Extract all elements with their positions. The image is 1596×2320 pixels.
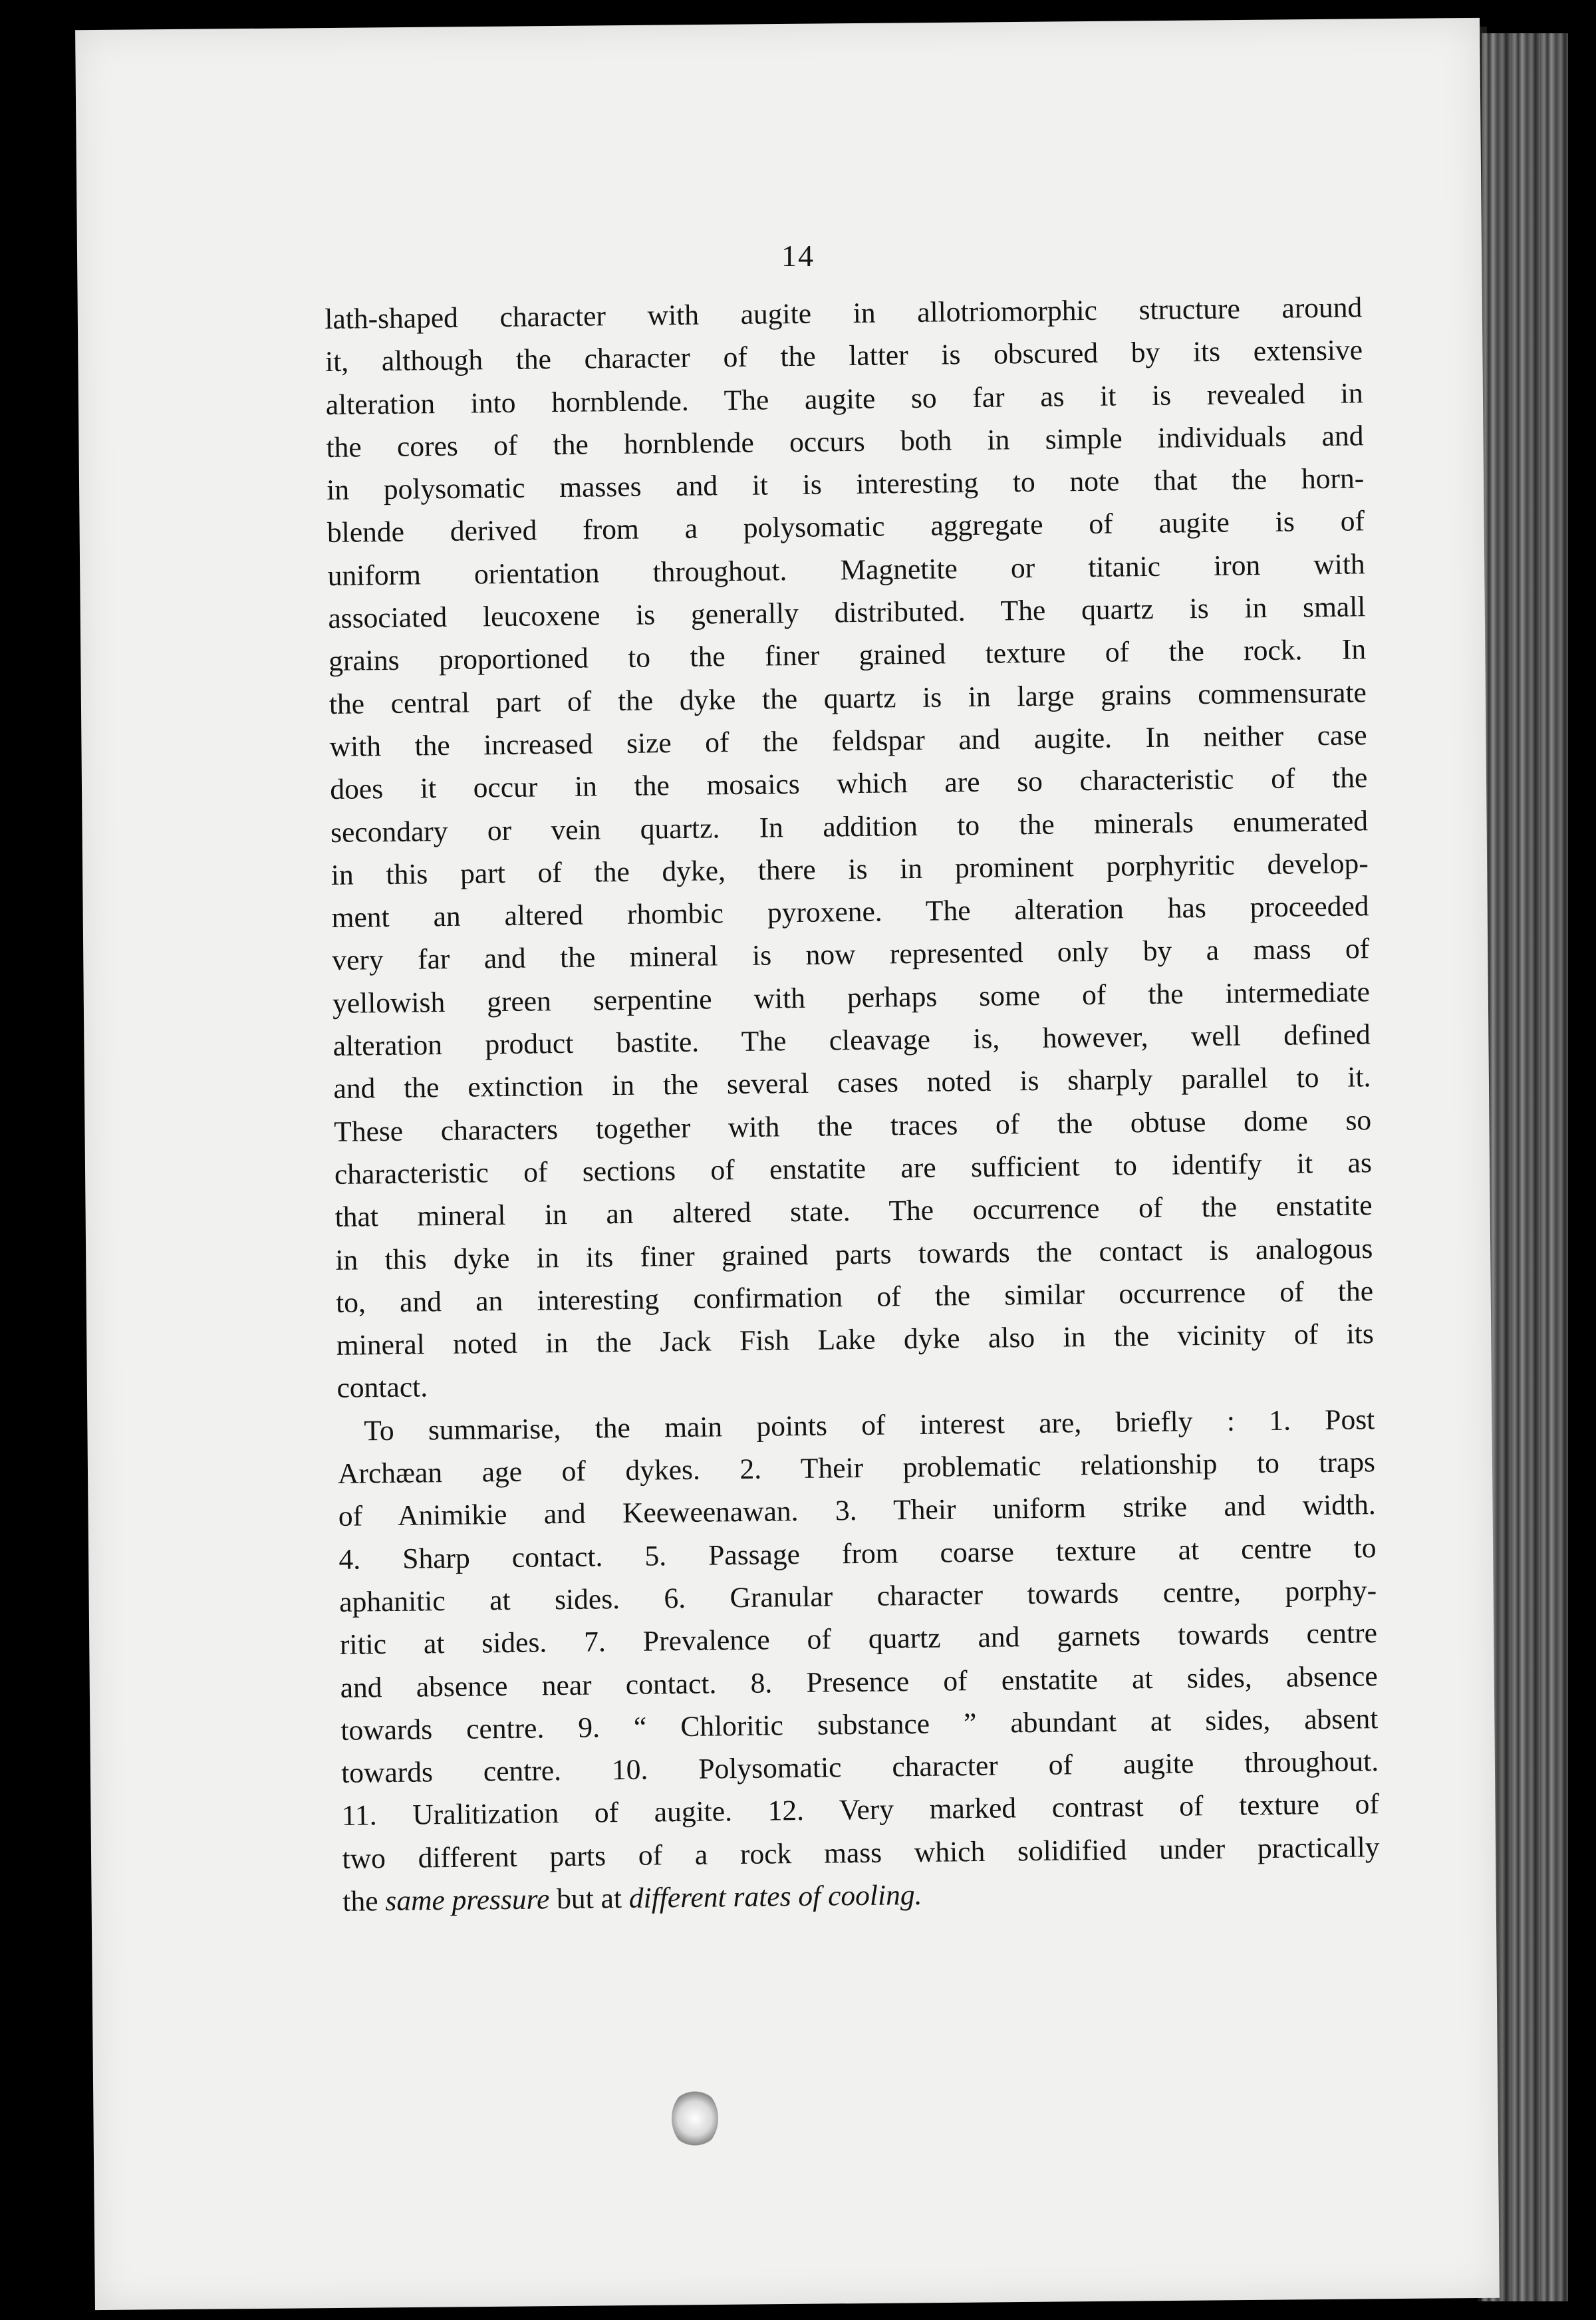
text-line: in this part of the dyke, there is in prominent porphyritic develop-: [331, 847, 1369, 891]
text-line: very far and the mineral is now represented only by a mass of: [332, 933, 1370, 977]
scan-artifact: [672, 2089, 718, 2148]
page-number: 14: [781, 239, 815, 273]
text-line: in this dyke in its finer grained parts towards the contact is analogous: [335, 1232, 1373, 1276]
text-line: the central part of the dyke the quartz is in large grains commensurate: [329, 676, 1367, 720]
paragraph-1: [325, 286, 1375, 1409]
text-line: lath-shaped character with augite in allotriomorphic structure around: [325, 291, 1363, 335]
text-line: that mineral in an altered state. The occurrence of the enstatite: [334, 1189, 1373, 1234]
text-line: secondary or vein quartz. In addition to the minerals enumerated: [330, 804, 1369, 849]
text-line: with the increased size of the feldspar and augite. In neither case: [329, 719, 1367, 763]
text-line: Archæan age of dykes. 2. Their problematic relationship to traps: [337, 1446, 1376, 1490]
text-line: and the extinction in the several cases noted is sharply parallel to it.: [333, 1061, 1371, 1105]
text-line: alteration product bastite. The cleavage is, however, well defined: [332, 1018, 1371, 1062]
text-line: two different parts of a rock mass which solidified under practically: [342, 1830, 1380, 1875]
paragraph-2: [337, 1398, 1380, 1880]
text-line: towards centre. 9. “ Chloritic substance ” abundant at sides, absent: [340, 1702, 1379, 1747]
closing-line-italic-2: different rates of cooling.: [628, 1878, 922, 1914]
text-line: These characters together with the traces of the obtuse dome so: [333, 1103, 1372, 1148]
body-text: [325, 286, 1381, 1923]
text-line: grains proportioned to the finer grained texture of the rock. In: [328, 633, 1367, 678]
closing-line-text-2: but at: [549, 1882, 630, 1916]
text-line: characteristic of sections of enstatite are sufficient to identify it as: [334, 1147, 1373, 1191]
text-line: it, although the character of the latter is obscured by its extensive: [325, 334, 1363, 378]
text-line: in polysomatic masses and it is interesting to note that the horn-: [327, 462, 1365, 507]
text-line: contact.: [336, 1371, 428, 1405]
text-line: ritic at sides. 7. Prevalence of quartz and garnets towards centre: [339, 1617, 1378, 1662]
text-line: mineral noted in the Jack Fish Lake dyke also in the vicinity of its: [336, 1318, 1375, 1362]
text-line: does it occur in the mosaics which are so characteristic of the: [330, 762, 1368, 806]
text-line: the cores of the hornblende occurs both in simple individuals and: [326, 420, 1364, 464]
text-line: uniform orientation throughout. Magnetite or titanic iron with: [327, 548, 1365, 592]
text-line: yellowish green serpentine with perhaps some of the intermediate: [332, 975, 1371, 1020]
text-line: associated leucoxene is generally distributed. The quartz is in small: [328, 591, 1366, 635]
text-line: blende derived from a polysomatic aggregate of augite is of: [327, 505, 1365, 549]
text-line: towards centre. 10. Polysomatic character of augite throughout.: [340, 1745, 1379, 1789]
text-line: to, and an interesting confirmation of the similar occurrence of the: [335, 1275, 1374, 1319]
closing-line-italic-1: same pressure: [385, 1883, 550, 1918]
text-line: ment an altered rhombic pyroxene. The alteration has proceeded: [331, 890, 1369, 935]
closing-line-text-1: the: [342, 1885, 386, 1918]
text-line: 11. Uralitization of augite. 12. Very marked contrast of texture of: [341, 1788, 1380, 1832]
text-line: and absence near contact. 8. Presence of enstatite at sides, absence: [340, 1660, 1378, 1704]
text-line: alteration into hornblende. The augite so far as it is revealed in: [325, 376, 1363, 421]
text-line: of Animikie and Keeweenawan. 3. Their uniform strike and width.: [338, 1489, 1376, 1533]
text-line: aphanitic at sides. 6. Granular character towards centre, porphy-: [338, 1574, 1377, 1618]
text-line: To summarise, the main points of interest are, briefly : 1. Post: [364, 1403, 1375, 1447]
text-line: 4. Sharp contact. 5. Passage from coarse texture at centre to: [338, 1531, 1377, 1576]
